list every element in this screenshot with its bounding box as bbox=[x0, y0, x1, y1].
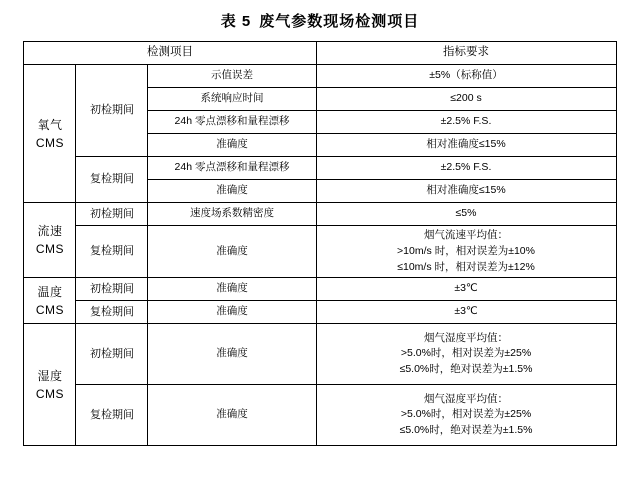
period-label: 初检期间 bbox=[76, 324, 148, 385]
period-label: 复检期间 bbox=[76, 301, 148, 324]
requirement-value-multiline: 烟气湿度平均值： >5.0%时，相对误差为±25% ≤5.0%时，绝对误差为±1.5% bbox=[316, 324, 616, 385]
header-detection-item: 检测项目 bbox=[24, 42, 316, 65]
requirement-value: 相对准确度≤15% bbox=[316, 180, 616, 203]
group-name-temperature: 温度 CMS bbox=[24, 278, 76, 324]
table-row bbox=[24, 65, 616, 88]
period-label: 复检期间 bbox=[76, 226, 148, 278]
detection-item: 速度场系数精密度 bbox=[148, 203, 316, 226]
requirement-value: ±2.5% F.S. bbox=[316, 111, 616, 134]
table-row bbox=[24, 385, 616, 446]
period-label: 复检期间 bbox=[76, 157, 148, 203]
table-title-text: 废气参数现场检测项目 bbox=[259, 13, 420, 30]
table-row bbox=[24, 157, 616, 180]
requirement-value-multiline: 烟气流速平均值： >10m/s 时，相对误差为±10% ≤10m/s 时，相对误差为±12% bbox=[316, 226, 616, 278]
detection-item: 24h 零点漂移和量程漂移 bbox=[148, 111, 316, 134]
detection-item: 24h 零点漂移和量程漂移 bbox=[148, 157, 316, 180]
group-name-oxygen: 氧气 CMS bbox=[24, 65, 76, 203]
detection-item: 准确度 bbox=[148, 180, 316, 203]
group-name-flow-velocity: 流速 CMS bbox=[24, 203, 76, 278]
period-label: 复检期间 bbox=[76, 385, 148, 446]
table-header-row bbox=[24, 42, 616, 65]
table-row bbox=[24, 226, 616, 278]
detection-item: 准确度 bbox=[148, 134, 316, 157]
requirement-value: 相对准确度≤15% bbox=[316, 134, 616, 157]
requirement-value: ≤200 s bbox=[316, 88, 616, 111]
requirement-value: ±5%（标称值） bbox=[316, 65, 616, 88]
detection-item: 准确度 bbox=[148, 324, 316, 385]
requirement-value: ≤5% bbox=[316, 203, 616, 226]
detection-item: 准确度 bbox=[148, 385, 316, 446]
table-caption bbox=[0, 0, 640, 41]
period-label: 初检期间 bbox=[76, 65, 148, 157]
table-row bbox=[24, 324, 616, 385]
requirement-value-multiline: 烟气湿度平均值： >5.0%时，相对误差为±25% ≤5.0%时，绝对误差为±1.5% bbox=[316, 385, 616, 446]
table-row bbox=[24, 301, 616, 324]
requirement-value: ±3℃ bbox=[316, 278, 616, 301]
group-name-humidity: 湿度 CMS bbox=[24, 324, 76, 446]
detection-item: 系统响应时间 bbox=[148, 88, 316, 111]
detection-item: 准确度 bbox=[148, 278, 316, 301]
period-label: 初检期间 bbox=[76, 203, 148, 226]
waste-gas-parameter-table bbox=[23, 41, 616, 446]
table-number: 表 5 bbox=[220, 13, 252, 30]
period-label: 初检期间 bbox=[76, 278, 148, 301]
detection-item: 示值误差 bbox=[148, 65, 316, 88]
requirement-value: ±2.5% F.S. bbox=[316, 157, 616, 180]
detection-item: 准确度 bbox=[148, 301, 316, 324]
requirement-value: ±3℃ bbox=[316, 301, 616, 324]
table-row bbox=[24, 203, 616, 226]
header-requirement: 指标要求 bbox=[316, 42, 616, 65]
table-row bbox=[24, 278, 616, 301]
detection-item: 准确度 bbox=[148, 226, 316, 278]
